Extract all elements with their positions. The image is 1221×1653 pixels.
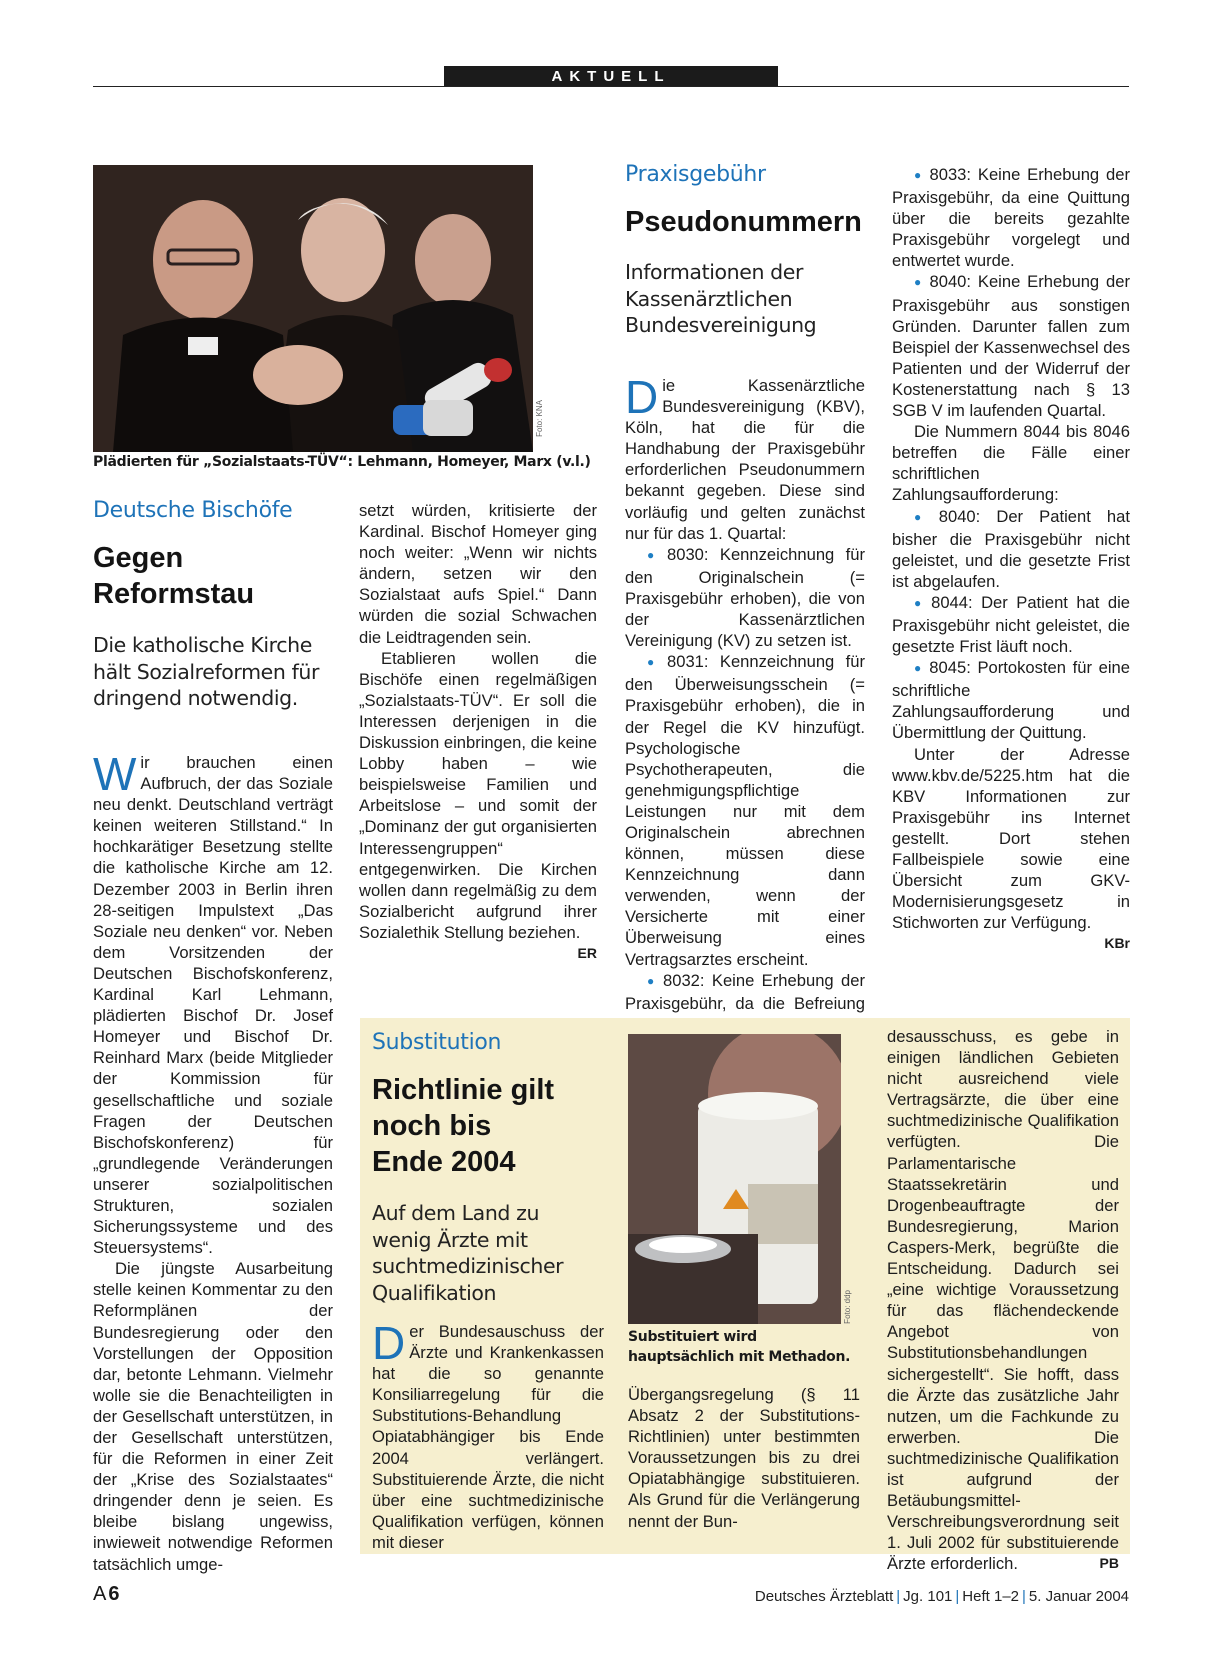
- paragraph: Unter der Adresse www.kbv.de/5225.htm hat die KBV Informationen zur Praxisgebühr ins Internet gestellt. Dort stehen Fallbeispiele sowie eine Übersicht zum GKV-Modernisierungsgesetz in Stichworten zur Verfügung.: [892, 744, 1130, 933]
- byline: ER: [577, 944, 597, 961]
- dropcap: W: [93, 748, 137, 800]
- dropcap: D: [625, 371, 659, 423]
- footer-citation: Deutsches Ärzteblatt | Jg. 101 | Heft 1–2 | 5. Januar 2004: [754, 1588, 1129, 1605]
- list-item: ● 8040: Der Patient hat bisher die Praxisgebühr nicht geleistet, und die gesetzte Frist ist abgelaufen.: [892, 506, 1130, 592]
- article-column: [625, 371, 865, 1056]
- article-column: [892, 164, 1130, 954]
- dropcap: D: [372, 1317, 406, 1369]
- journal-date: 5. Januar 2004: [1028, 1588, 1129, 1605]
- paragraph: ie Kassenärztliche Bundesvereinigung (KBV), Köln, hat die für die Handhabung der Praxisgebühr erforderlichen Pseudonummern bekannt gegeben. Diese sind vorläufig und gelten zunächst nur für das 1. Quartal:: [625, 376, 865, 543]
- paragraph: er Bundesauschuss der Ärzte und Krankenkassen hat die so genannte Konsiliarregelung für die Substitutions-Behandlung Opiatabhängiger bis Ende 2004 verlängert. Substituierende Ärzte, die nicht über eine suchtmedizinische Qualifikation verfügen, können mit dieser: [372, 1322, 604, 1552]
- list-item: ● 8040: Keine Erhebung der Praxisgebühr aus sonstigen Gründen. Darunter fallen zum Beispiel der Kassenwechsel des Patienten und der Widerruf der Kostenerstattung nach § 13 SGB V im laufenden Quartal.: [892, 271, 1130, 421]
- journal-issue: Heft 1–2: [962, 1588, 1020, 1605]
- headline-line: Richtlinie gilt: [372, 1074, 555, 1106]
- paragraph: Übergangsregelung (§ 11 Absatz 2 der Substitutions-Richtlinien) unter bestimmten Voraussetzungen bis zu drei Opiatabhängige substituieren. Als Grund für die Verlängerung nennt der Bun-: [628, 1385, 860, 1531]
- list-item: ● 8045: Portokosten für eine schriftliche Zahlungsaufforderung und Übermittlung der Quittung.: [892, 657, 1130, 743]
- article-column: [372, 1317, 604, 1553]
- photo-credit: Foto: KNA: [535, 400, 544, 437]
- paragraph: Etablieren wollen die Bischöfe einen regelmäßigen „Sozialstaats-TÜV“. Er soll die Interessen derjenigen in die Diskussion einbringen, die keine Lobby haben – wie beispielsweise Familien und Arbeitslose – und somit der „Dominanz der gut organisierten Interessengruppen“ entgegenwirken. Die Kirchen wollen dann regelmäßig zu dem Sozialbericht aufgrund ihrer Sozialethik Stellung beziehen.: [359, 648, 597, 942]
- article-headline: [93, 540, 254, 612]
- article-kicker: Praxisgebühr: [625, 162, 766, 187]
- page-number-value: 6: [108, 1583, 120, 1605]
- list-item: ● 8031: Kennzeichnung für den Überweisungsschein (= Praxisgebühr erhoben), die in der Regel die KV hinzufügt. Psychologische Psychotherapeuten, die genehmigungspflichtige Leistungen nur mit dem Originalschein abrechnen können, müssen diese Kennzeichnung dann verwenden, wenn der Versicherte mit einer Überweisung eines Vertragsarztes erscheint.: [625, 651, 865, 969]
- paragraph: Die jüngste Ausarbeitung stelle keinen Kommentar zu den Reformplänen der Bundesregierung oder den Vorstellungen der Opposition dar, betonte Lehmann. Vielmehr wolle sie die Benachteiligten in der Gesellschaft unterstützen, in der Gesellschaft unterstützen, für die Reformen in einer Zeit der „Krise des Sozialstaates“ dringender denn je seien. Es bleibe bislang ungewiss, inwieweit notwendige Reformen tatsächlich umge-: [93, 1259, 333, 1574]
- list-item: ● 8033: Keine Erhebung der Praxisgebühr, da eine Quittung über die bereits gezahlte Praxisgebühr vorgelegt und entwertet wurde.: [892, 164, 1130, 271]
- article-headline: [372, 1072, 554, 1180]
- article-column: [359, 500, 597, 964]
- headline-line: Reformstau: [93, 578, 255, 610]
- headline-line: noch bis: [372, 1110, 492, 1142]
- methadone-photo: [628, 1034, 841, 1324]
- headline-line: Ende 2004: [372, 1146, 516, 1178]
- paragraph: setzt würden, kritisierte der Kardinal. Bischof Homeyer ging noch weiter: „Wenn wir nichts ändern, setzen wir den Sozialstaat aufs Spiel.“ Dann würden die sozial Schwachen die Leidtragenden sein.: [359, 501, 597, 647]
- article-deck: Die katholische Kirche hält Sozialreformen für dringend notwendig.: [93, 633, 320, 710]
- byline: KBr: [1104, 935, 1130, 952]
- header-rule: [93, 86, 1129, 87]
- article-column: [887, 1026, 1119, 1574]
- article-kicker: Deutsche Bischöfe: [93, 498, 293, 523]
- headline-line: Gegen: [93, 542, 184, 574]
- journal-name: Deutsches Ärzteblatt: [754, 1588, 894, 1605]
- article-column: [628, 1384, 860, 1532]
- article-deck: Auf dem Land zu wenig Ärzte mit suchtmedizinischer Qualifikation: [372, 1201, 564, 1305]
- list-item: ● 8030: Kennzeichnung für den Originalschein (= Praxisgebühr erhoben), die von der Kassenärztlichen Vereinigung (KV) zu setzen ist.: [625, 544, 865, 651]
- photo-caption: Substituiert wird hauptsächlich mit Methadon.: [628, 1329, 851, 1365]
- article-kicker: Substitution: [372, 1030, 502, 1055]
- page-number: [93, 1583, 119, 1606]
- article-deck: Informationen der Kassenärztlichen Bundesvereinigung: [625, 260, 817, 337]
- article-headline: Pseudonummern: [625, 206, 862, 238]
- journal-volume: Jg. 101: [903, 1588, 953, 1605]
- page-prefix: A: [93, 1583, 107, 1605]
- list-item: ● 8032: Keine Erhebung der Praxisgebühr, da die Befreiung: [625, 970, 865, 1056]
- photo-credit: Foto: ddp: [843, 1290, 852, 1324]
- section-label: AKTUELL: [444, 66, 778, 87]
- byline: PB: [1099, 1555, 1119, 1572]
- paragraph: desausschuss, es gebe in einigen ländlichen Gebieten nicht ausreichend viele Vertragsärzte, die über eine suchtmedizinische Qualifikation verfügten. Die Parlamentarische Staatssekretärin und Drogenbeauftragte der Bundesregierung, Marion Caspers-Merk, begrüßte die Entscheidung. Dadurch sei „eine wichtige Voraussetzung für das flächendeckende Angebot von Substitutionsbehandlungen sichergestellt“. Sie hofft, dass die Ärzte das zusätzliche Jahr nutzen, um die Fachkunde zu erwerben. Die suchtmedizinische Qualifikation ist aufgrund der Betäubungsmittel-Verschreibungsverordnung seit 1. Juli 2002 für substituierende Ärzte erforderlich.: [887, 1027, 1119, 1574]
- paragraph: Die Nummern 8044 bis 8046 betreffen die Fälle einer schriftlichen Zahlungsaufforderung:: [892, 422, 1130, 505]
- article-column: [93, 748, 333, 1575]
- paragraph: ir brauchen einen Aufbruch, der das Soziale neu denkt. Deutschland verträgt keinen weiteren Stillstand.“ In hochkarätiger Besetzung stellte die katholische Kirche am 12. Dezember 2003 in Berlin ihren 28-seitigen Impulstext „Das Soziale neu denken“ vor. Neben dem Vorsitzenden der Deutschen Bischofskonferenz, Kardinal Karl Lehmann, plädierten Bischof Dr. Josef Homeyer und Bischof Dr. Reinhard Marx (beide Mitglieder der Kommission für gesellschaftliche und soziale Fragen der Deutschen Bischofskonferenz) für „grundlegende Veränderungen unserer sozialpolitischen Strukturen, sozialen Sicherungssysteme und des Steuersystems“.: [93, 753, 333, 1258]
- bishops-photo: [93, 165, 533, 452]
- photo-caption: Plädierten für „Sozialstaats-TÜV“: Lehmann, Homeyer, Marx (v.l.): [93, 454, 591, 470]
- list-item: ● 8044: Der Patient hat die Praxisgebühr nicht geleistet, die gesetzte Frist läuft noch.: [892, 592, 1130, 657]
